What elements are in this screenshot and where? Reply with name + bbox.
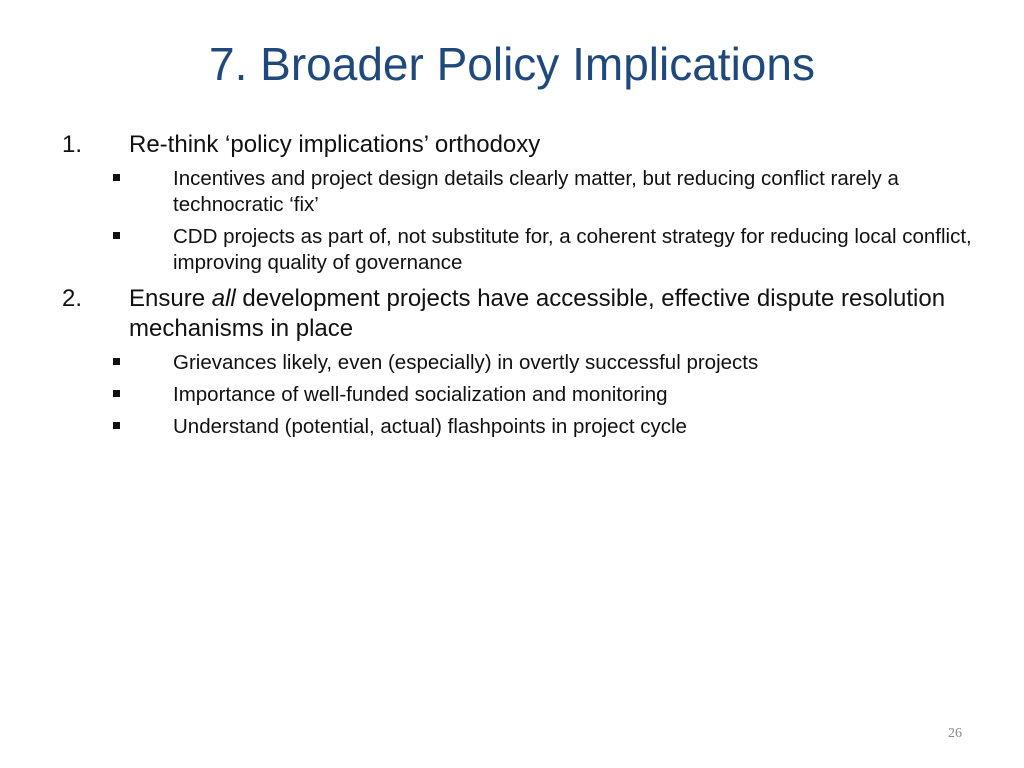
sub-bullet-text: Grievances likely, even (especially) in overtly successful projects <box>173 351 759 374</box>
square-bullet-icon <box>113 232 120 239</box>
list-item-2 <box>62 284 982 344</box>
sub-bullet-text: Incentives and project design details clearly matter, but reducing conflict rarely a technocratic ‘fix’ <box>173 167 899 216</box>
sub-bullet-text: CDD projects as part of, not substitute for, a coherent strategy for reducing local conflict, improving quality of governance <box>173 225 972 274</box>
sub-bullet-item <box>62 414 982 440</box>
square-bullet-icon <box>113 174 120 181</box>
square-bullet-icon <box>113 358 120 365</box>
list-number-2: 2. <box>62 285 83 312</box>
square-bullet-icon <box>113 422 120 429</box>
sub-bullet-item <box>62 350 982 376</box>
slide-content <box>62 130 982 440</box>
list-item-2-emphasis: all <box>211 285 236 312</box>
list-number-1: 1. <box>62 131 83 158</box>
list-item-2-text-end: development projects have accessible, effective dispute resolution mechanisms in place <box>129 285 946 342</box>
page-number: 26 <box>948 726 962 741</box>
sub-bullet-item <box>62 382 982 408</box>
sub-bullet-text: Importance of well-funded socialization and monitoring <box>173 383 668 406</box>
slide-title: 7. Broader Policy Implications <box>209 38 815 90</box>
list-item-1 <box>62 130 982 160</box>
list-item-2-text-start: Ensure <box>129 285 212 312</box>
square-bullet-icon <box>113 390 120 397</box>
list-item-1-text: Re-think ‘policy implications’ orthodoxy <box>129 131 541 158</box>
sub-bullet-item <box>62 166 982 218</box>
sub-bullet-text: Understand (potential, actual) flashpoints in project cycle <box>173 415 687 438</box>
sub-bullet-item <box>62 224 982 276</box>
